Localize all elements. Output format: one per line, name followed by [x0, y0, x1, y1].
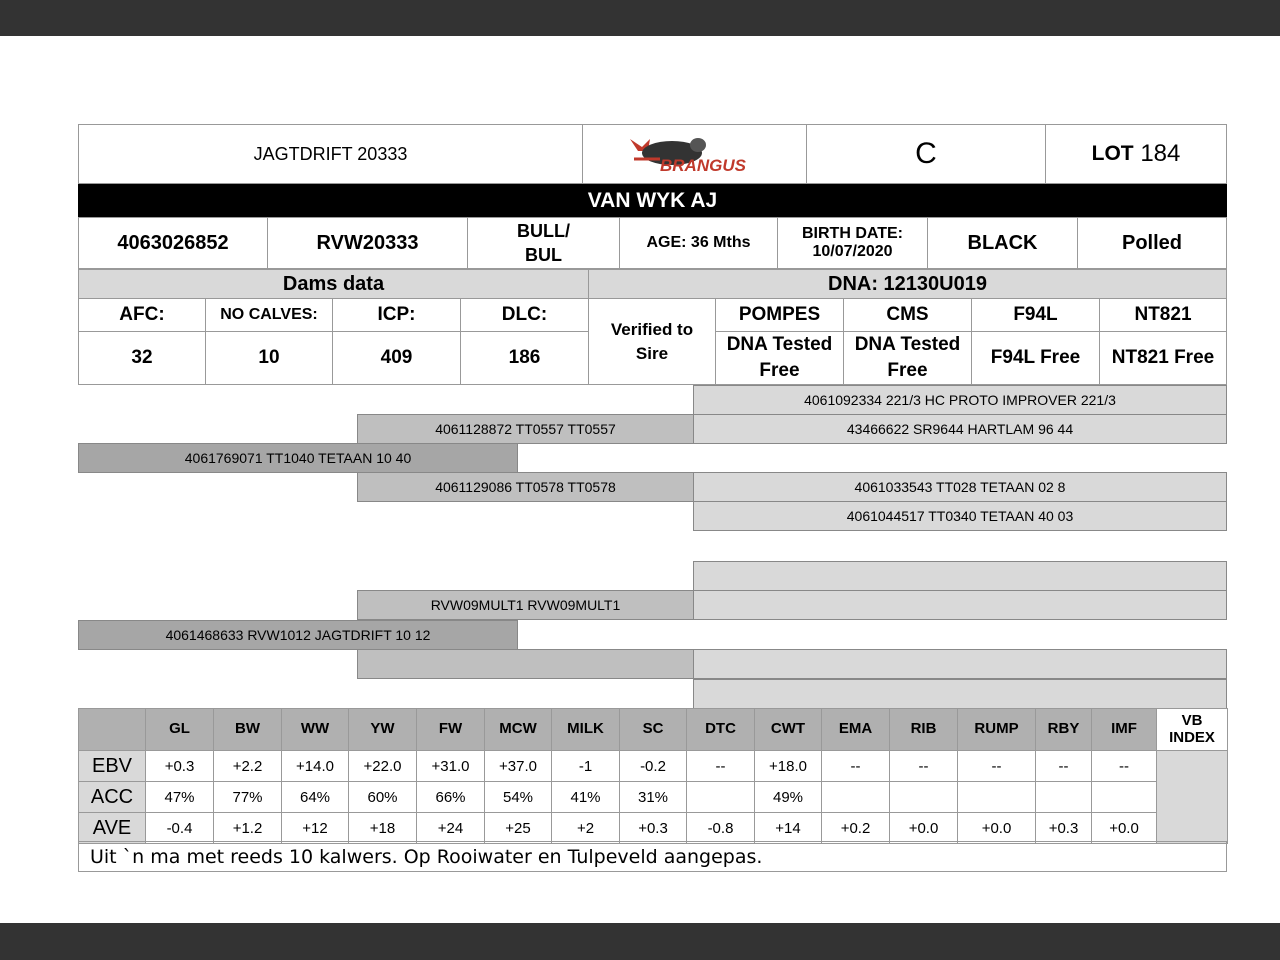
ebv-cell: -- [958, 751, 1036, 782]
ebv-cell: +0.0 [890, 813, 958, 844]
ebv-cell: +1.2 [214, 813, 282, 844]
ebv-cell: +18.0 [755, 751, 822, 782]
lot-label: LOT [1091, 142, 1134, 165]
ebv-cell: -0.8 [687, 813, 755, 844]
pedigree-sds: 4061033543 TT028 TETAAN 02 8 [693, 472, 1227, 502]
ebv-cell: +12 [282, 813, 349, 844]
birth-date-label: BIRTH DATE: [801, 225, 904, 242]
ebv-cell: +18 [349, 813, 417, 844]
ebv-header: WW [282, 709, 349, 751]
verified-to-sire: Verified to Sire [588, 298, 716, 385]
ebv-cell: 54% [485, 782, 552, 813]
dna-test-name: CMS [843, 298, 972, 332]
birth-date: 10/07/2020 [812, 243, 893, 260]
ebv-cell: 77% [214, 782, 282, 813]
ebv-cell: +2 [552, 813, 620, 844]
pedigree-sss: 4061092334 221/3 HC PROTO IMPROVER 221/3 [693, 385, 1227, 415]
dna-test-result: F94L Free [971, 331, 1100, 385]
ebv-header-row [79, 709, 1228, 751]
ebv-cell: +25 [485, 813, 552, 844]
ebv-header: IMF [1092, 709, 1157, 751]
dna-test-result: NT821 Free [1099, 331, 1227, 385]
ebv-header-vb-index: VB INDEX [1157, 709, 1228, 751]
ebv-cell: -0.4 [146, 813, 214, 844]
ebv-header: BW [214, 709, 282, 751]
ebv-table [78, 708, 1228, 844]
animal-id: 4063026852 [78, 217, 268, 269]
ebv-cell: 31% [620, 782, 687, 813]
grade: C [806, 124, 1046, 184]
ebv-cell [1036, 782, 1092, 813]
ebv-cell: +0.3 [1036, 813, 1092, 844]
ebv-cell [1092, 782, 1157, 813]
ebv-cell [822, 782, 890, 813]
animal-color: BLACK [927, 217, 1078, 269]
ebv-header: DTC [687, 709, 755, 751]
ebv-header: RUMP [958, 709, 1036, 751]
vb-index-value [1157, 751, 1228, 844]
ebv-cell: 66% [417, 782, 485, 813]
top-bar [0, 0, 1280, 36]
ebv-cell [687, 782, 755, 813]
ebv-row-label: ACC [79, 782, 146, 813]
calves-value: 10 [205, 331, 333, 385]
ebv-cell: 41% [552, 782, 620, 813]
ebv-row-label: EBV [79, 751, 146, 782]
ebv-corner [79, 709, 146, 751]
ebv-row-label: AVE [79, 813, 146, 844]
ebv-cell: 60% [349, 782, 417, 813]
animal-age: AGE: 36 Mths [619, 217, 778, 269]
afc-label: AFC: [78, 298, 206, 332]
ebv-cell: -1 [552, 751, 620, 782]
ebv-cell: +37.0 [485, 751, 552, 782]
ebv-cell: 64% [282, 782, 349, 813]
ebv-header: GL [146, 709, 214, 751]
pedigree-sdd: 4061044517 TT0340 TETAAN 40 03 [693, 501, 1227, 531]
ebv-cell [890, 782, 958, 813]
lot-box [1045, 124, 1227, 184]
farm-name: JAGTDRIFT 20333 [78, 124, 583, 184]
ebv-header: MILK [552, 709, 620, 751]
pedigree-dam-sire: RVW09MULT1 RVW09MULT1 [357, 590, 694, 620]
remark: Uit `n ma met reeds 10 kalwers. Op Rooiwater en Tulpeveld aangepas. [78, 841, 1227, 872]
dna-test-name: POMPES [715, 298, 844, 332]
owner-name: VAN WYK AJ [78, 184, 1227, 217]
ebv-cell: -- [822, 751, 890, 782]
lot-number: 184 [1140, 140, 1181, 167]
ebv-cell: +2.2 [214, 751, 282, 782]
afc-value: 32 [78, 331, 206, 385]
dna-test-name: NT821 [1099, 298, 1227, 332]
ebv-cell: +0.3 [146, 751, 214, 782]
ebv-cell: -- [1092, 751, 1157, 782]
ebv-cell: +0.0 [958, 813, 1036, 844]
ebv-header: YW [349, 709, 417, 751]
ebv-header: MCW [485, 709, 552, 751]
ebv-header: RBY [1036, 709, 1092, 751]
icp-value: 409 [332, 331, 461, 385]
dlc-value: 186 [460, 331, 589, 385]
ebv-cell: +14.0 [282, 751, 349, 782]
ebv-header: CWT [755, 709, 822, 751]
ebv-cell: +0.2 [822, 813, 890, 844]
brangus-logo [582, 124, 807, 184]
ebv-cell: +0.0 [1092, 813, 1157, 844]
ebv-cell: -0.2 [620, 751, 687, 782]
pedigree-sire: 4061769071 TT1040 TETAAN 10 40 [78, 443, 518, 473]
pedigree-dss [693, 561, 1227, 591]
dams-title: Dams data [78, 269, 589, 299]
ebv-cell: +31.0 [417, 751, 485, 782]
ebv-header: EMA [822, 709, 890, 751]
birth-date-box [777, 217, 928, 269]
ebv-cell: -- [890, 751, 958, 782]
ebv-cell: -- [687, 751, 755, 782]
dna-test-result: DNA Tested Free [843, 331, 972, 385]
pedigree-dds [693, 649, 1227, 679]
ebv-cell: +0.3 [620, 813, 687, 844]
pedigree-sire-dam: 4061129086 TT0578 TT0578 [357, 472, 694, 502]
ebv-cell: +24 [417, 813, 485, 844]
animal-code: RVW20333 [267, 217, 468, 269]
ebv-row [79, 751, 1228, 782]
ebv-row [79, 782, 1228, 813]
ebv-cell: +14 [755, 813, 822, 844]
ebv-header: SC [620, 709, 687, 751]
ebv-cell: +22.0 [349, 751, 417, 782]
dna-test-name: F94L [971, 298, 1100, 332]
bottom-bar [0, 923, 1280, 960]
icp-label: ICP: [332, 298, 461, 332]
pedigree-sire-sire: 4061128872 TT0557 TT0557 [357, 414, 694, 444]
pedigree-ssd: 43466622 SR9644 HARTLAM 96 44 [693, 414, 1227, 444]
pedigree-ddd [693, 679, 1227, 709]
dlc-label: DLC: [460, 298, 589, 332]
ebv-row [79, 813, 1228, 844]
pedigree-dam-dam [357, 649, 694, 679]
pedigree-dsd [693, 590, 1227, 620]
ebv-cell: 47% [146, 782, 214, 813]
animal-horn: Polled [1077, 217, 1227, 269]
ebv-cell [958, 782, 1036, 813]
dna-test-result: DNA Tested Free [715, 331, 844, 385]
ebv-header: FW [417, 709, 485, 751]
animal-sex: BULL/ BUL [467, 217, 620, 269]
ebv-cell: -- [1036, 751, 1092, 782]
pedigree-dam: 4061468633 RVW1012 JAGTDRIFT 10 12 [78, 620, 518, 650]
ebv-header: RIB [890, 709, 958, 751]
calves-label: NO CALVES: [205, 298, 333, 332]
svg-text:BRANGUS: BRANGUS [659, 156, 746, 175]
dna-title: DNA: 12130U019 [588, 269, 1227, 299]
ebv-cell: 49% [755, 782, 822, 813]
